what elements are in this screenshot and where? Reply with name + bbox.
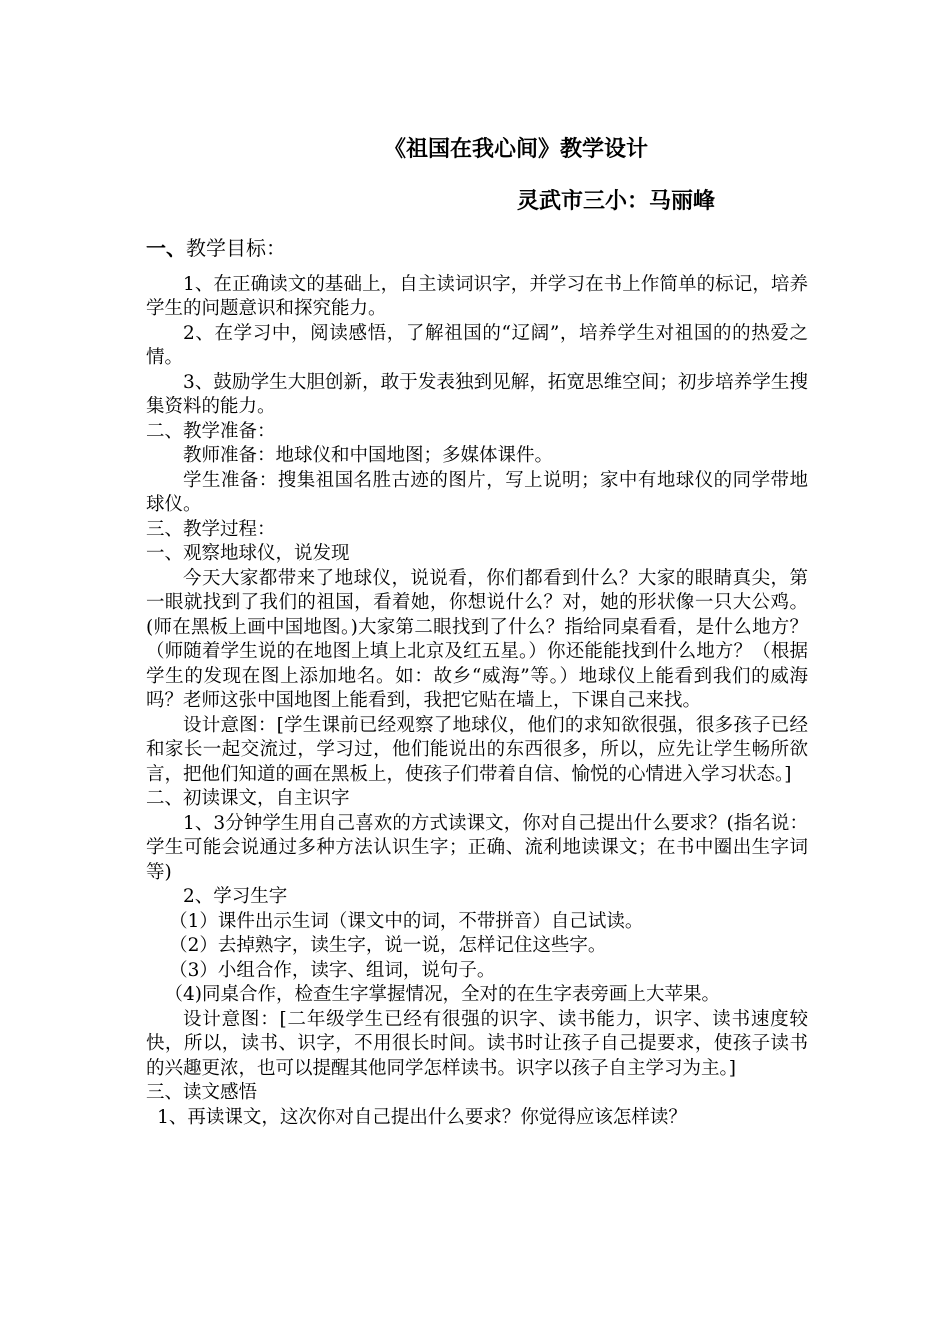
step-heading: 一、观察地球仪，说发现 — [146, 543, 350, 564]
design-intent: 设计意图：[二年级学生已经有很强的识字、读书能力，识字、读书速度较快，所以，读书、识字，不用很长时间。读书时让孩子自己提要求，使孩子读书的兴趣更浓，也可以提醒其他同学怎样读书。识字以孩子自主学习为主。] — [146, 1008, 808, 1079]
section-objectives-heading — [146, 236, 808, 261]
step-paragraph: 今天大家都带来了地球仪，说说看，你们都看到什么？大家的眼睛真尖，第一眼就找到了我们的祖国，看着她，你想说什么？对，她的形状像一只大公鸡。(师在黑板上画中国地图。)大家第二眼找到了什么？指给同桌看看，是什么地方？（师随着学生说的在地图上填上北京及红五星。）你还能能找到什么地方？（根据学生的发现在图上添加地名。如：故乡“威海”等。）地球仪上能看到我们的威海吗？老师这张中国地图上能看到，我把它贴在墙上，下课自己来找。 — [146, 567, 808, 711]
teacher-preparation: 教师准备：地球仪和中国地图；多媒体课件。 — [183, 445, 554, 466]
document-author: 灵武市三小：马丽峰 — [517, 188, 716, 214]
design-intent: 设计意图：[学生课前已经观察了地球仪，他们的求知欲很强，很多孩子已经和家长一起交流过，学习过，他们能说出的东西很多，所以，应先让学生畅所欲言，把他们知道的画在黑板上，使孩子们带着自信、愉悦的心情进入学习状态。] — [146, 714, 808, 785]
step-paragraph: 1、再读课文，这次你对自己提出什么要求？你觉得应该怎样读？ — [157, 1106, 687, 1128]
step-heading: 三、读文感悟 — [146, 1082, 258, 1103]
step-paragraph: 1、3分钟学生用自己喜欢的方式读课文，你对自己提出什么要求？(指名说：学生可能会说通过多种方法认识生字；正确、流利地读课文；在书中圈出生字词等) — [146, 812, 808, 883]
step-heading: 二、初读课文，自主识字 — [146, 788, 350, 809]
step-subheading: 2、学习生字 — [183, 886, 288, 907]
objective-item: 3、鼓励学生大胆创新，敢于发表独到见解，拓宽思维空间；初步培养学生搜集资料的能力。 — [146, 371, 808, 417]
student-preparation: 学生准备：搜集祖国名胜古迹的图片，写上说明；家中有地球仪的同学带地球仪。 — [146, 469, 808, 515]
sub-item: （3）小组合作，读字、组词，说句子。 — [169, 959, 496, 981]
sub-item: （2）去掉熟字，读生字，说一说，怎样记住这些字。 — [169, 935, 607, 956]
section-process-heading: 三、教学过程： — [146, 518, 276, 540]
section-preparation-heading: 二、教学准备： — [146, 420, 276, 442]
objective-item: 1、在正确读文的基础上，自主读词识字，并学习在书上作简单的标记，培养学生的问题意识和探究能力。 — [146, 273, 808, 319]
document-title: 《祖国在我心间》教学设计 — [383, 136, 648, 162]
sub-item: （4)同桌合作，检查生字掌握情况，全对的在生字表旁画上大苹果。 — [164, 984, 720, 1005]
section-number: 一、 — [146, 236, 186, 260]
section-label: 教学目标： — [186, 236, 286, 260]
document-body — [146, 236, 808, 1130]
objective-item: 2、在学习中，阅读感悟，了解祖国的“辽阔”，培养学生对祖国的的热爱之情。 — [146, 322, 808, 368]
sub-item: （1）课件出示生词（课文中的词，不带拼音）自己试读。 — [169, 910, 644, 932]
